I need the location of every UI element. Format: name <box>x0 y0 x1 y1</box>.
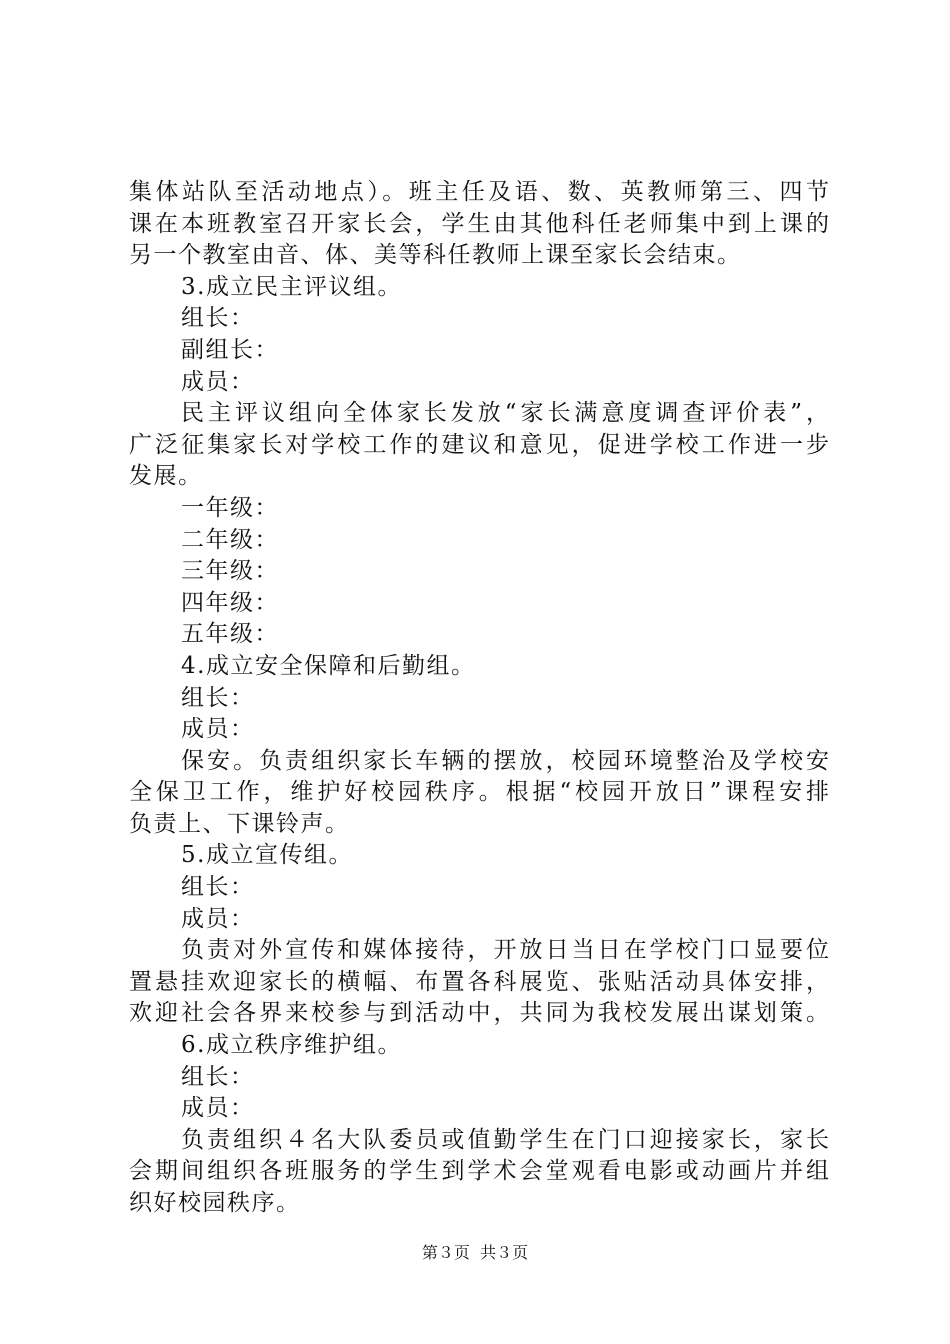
text-line: 一年级： <box>181 494 279 521</box>
text-line: 副组长： <box>181 336 279 363</box>
text-line: 欢迎社会各界来校参与到活动中，共同为我校发展出谋划策。 <box>129 1000 829 1027</box>
text-line: 发展。 <box>129 463 203 490</box>
text-line: 负责对外宣传和媒体接待，开放日当日在学校门口显要位 <box>181 937 829 964</box>
text-line: 组长： <box>181 305 255 332</box>
text-line: 另一个教室由音、体、美等科任教师上课至家长会结束。 <box>129 242 742 269</box>
text-line: 置悬挂欢迎家长的横幅、布置各科展览、张贴活动具体安排， <box>129 968 829 995</box>
text-line: 成员： <box>181 905 255 932</box>
text-line: 成员： <box>181 716 255 743</box>
text-line: 全保卫工作，维护好校园秩序。根据“校园开放日”课程安排 <box>129 779 829 806</box>
text-line: 负责组织４名大队委员或值勤学生在门口迎接家长，家长 <box>181 1126 829 1153</box>
text-line: 三年级： <box>181 558 279 585</box>
text-line: 民主评议组向全体家长发放“家长满意度调查评价表”， <box>181 400 829 427</box>
text-line: 组长： <box>181 874 255 901</box>
text-line: 组长： <box>181 684 255 711</box>
text-line: 集体站队至活动地点）。班主任及语、数、英教师第三、四节 <box>129 179 829 205</box>
section-heading: 3.成立民主评议组。 <box>181 273 402 300</box>
text-line: 保安。负责组织家长车辆的摆放，校园环境整治及学校安 <box>181 747 829 774</box>
text-line: 成员： <box>181 1095 255 1122</box>
page-number-footer: 第３页 共３页 <box>421 1243 529 1262</box>
section-heading: 4.成立安全保障和后勤组。 <box>181 652 476 679</box>
text-line: 会期间组织各班服务的学生到学术会堂观看电影或动画片并组 <box>129 1158 829 1185</box>
text-line: 二年级： <box>181 526 279 553</box>
text-line: 四年级： <box>181 589 279 616</box>
text-line: 课在本班教室召开家长会，学生由其他科任老师集中到上课的 <box>129 210 829 237</box>
section-heading: 6.成立秩序维护组。 <box>181 1032 402 1059</box>
text-line: 成员： <box>181 368 255 395</box>
text-line: 负责上、下课铃声。 <box>129 810 350 837</box>
text-line: 组长： <box>181 1063 255 1090</box>
text-line: 织好校园秩序。 <box>129 1190 301 1216</box>
text-line: 五年级： <box>181 621 279 648</box>
section-heading: 5.成立宣传组。 <box>181 842 353 869</box>
document-body <box>129 177 829 1220</box>
text-line: 广泛征集家长对学校工作的建议和意见，促进学校工作进一步 <box>129 431 829 458</box>
